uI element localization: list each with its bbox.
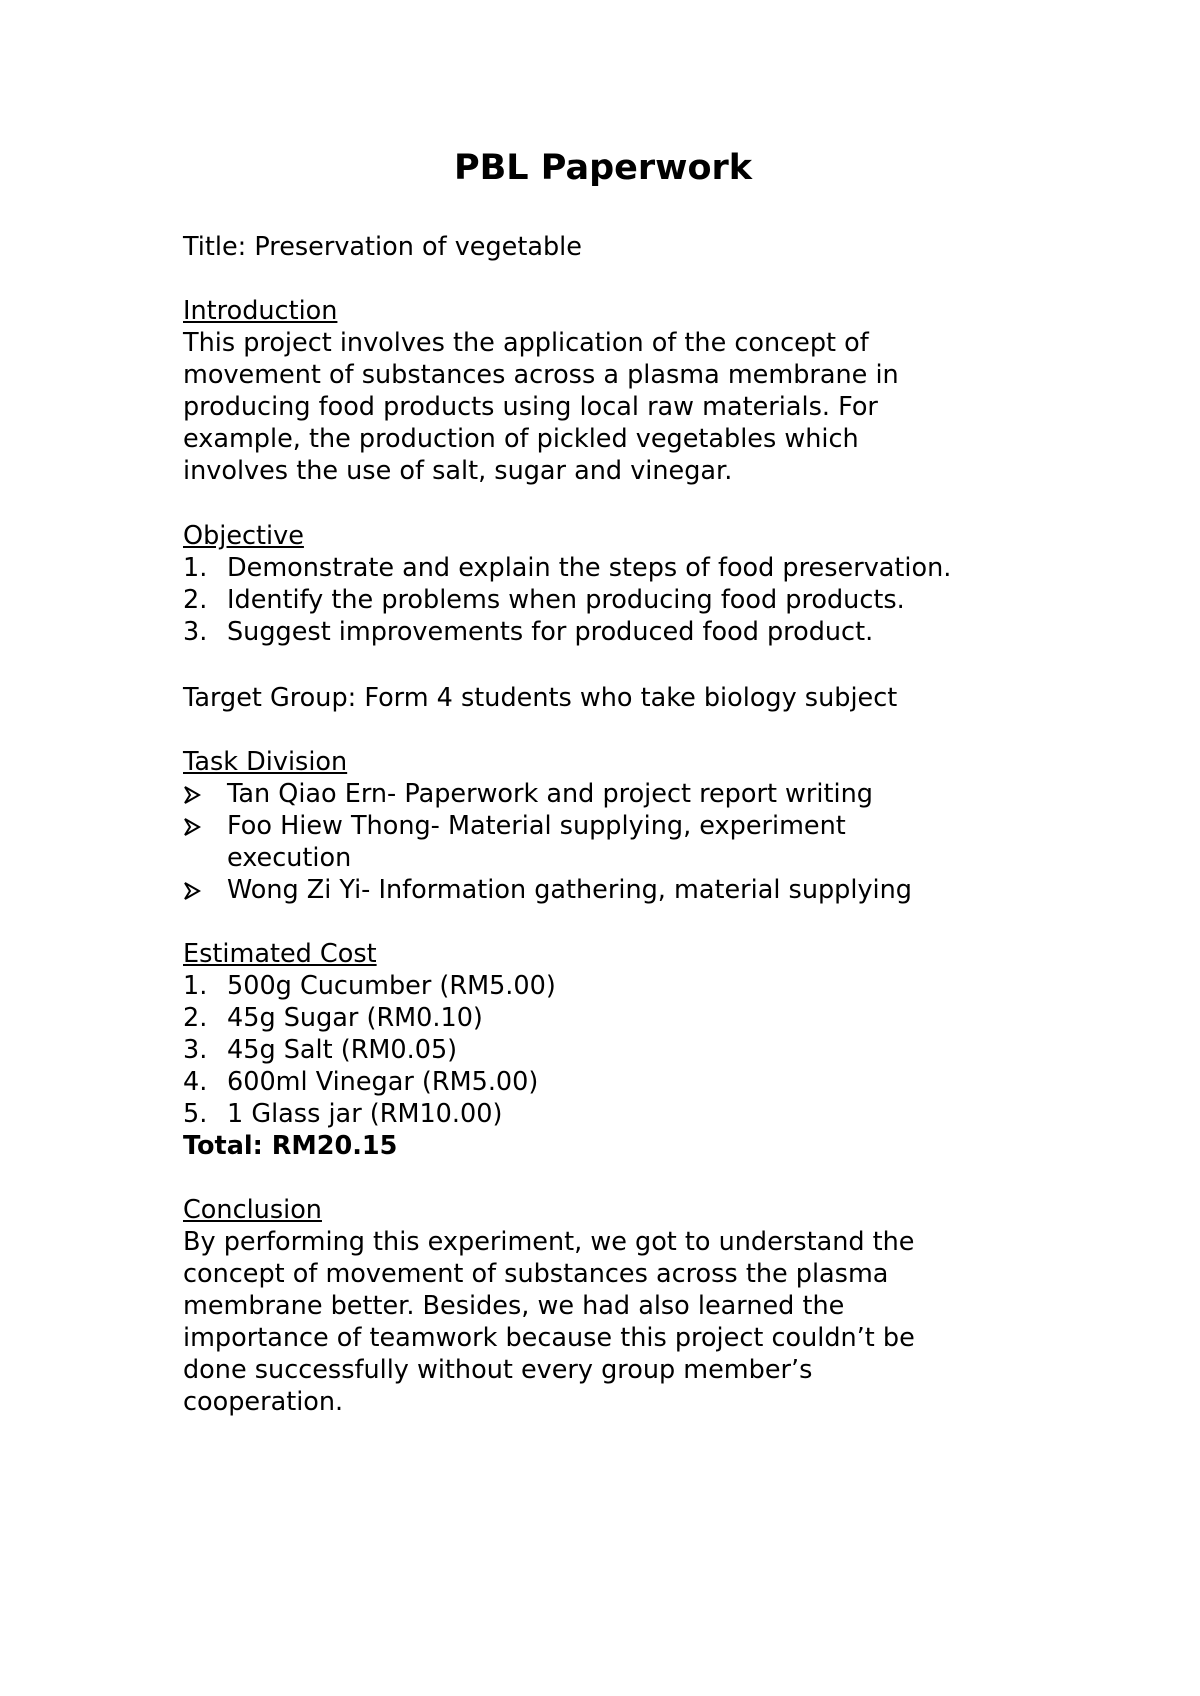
introduction-section	[183, 295, 1063, 487]
objective-heading: Objective	[183, 521, 304, 551]
estimated-cost-section	[183, 938, 1063, 1162]
list-number: 5.	[183, 1099, 208, 1129]
target-group	[183, 682, 1063, 714]
cost-text: 45g Sugar (RM0.10)	[227, 1003, 483, 1033]
arrow-bullet-icon	[183, 785, 201, 805]
cost-total: Total: RM20.15	[183, 1131, 398, 1161]
document-title: PBL Paperwork	[453, 148, 753, 188]
task-text: Tan Qiao Ern- Paperwork and project report writing	[227, 779, 873, 809]
task-text: Foo Hiew Thong- Material supplying, experiment	[227, 811, 846, 841]
cost-text: 45g Salt (RM0.05)	[227, 1035, 458, 1065]
objective-item	[183, 616, 1063, 648]
list-number: 1.	[183, 553, 208, 583]
cost-text: 500g Cucumber (RM5.00)	[227, 971, 556, 1001]
introduction-line: producing food products using local raw materials. For	[183, 392, 878, 422]
cost-item	[183, 1066, 1063, 1098]
objective-item	[183, 584, 1063, 616]
estimated-cost-heading: Estimated Cost	[183, 939, 377, 969]
cost-item	[183, 1002, 1063, 1034]
introduction-line: involves the use of salt, sugar and vinegar.	[183, 456, 733, 486]
introduction-line: This project involves the application of the concept of	[183, 328, 869, 358]
objective-section	[183, 520, 1063, 648]
conclusion-line: importance of teamwork because this project couldn’t be	[183, 1323, 915, 1353]
arrow-bullet-icon	[183, 881, 201, 901]
task-item	[183, 874, 1063, 906]
list-number: 4.	[183, 1067, 208, 1097]
introduction-line: movement of substances across a plasma membrane in	[183, 360, 899, 390]
conclusion-heading: Conclusion	[183, 1195, 322, 1225]
introduction-heading: Introduction	[183, 296, 338, 326]
cost-item	[183, 1098, 1063, 1130]
task-item	[183, 778, 1063, 810]
conclusion-line: concept of movement of substances across the plasma	[183, 1259, 889, 1289]
objective-text: Demonstrate and explain the steps of food preservation.	[227, 553, 952, 583]
list-number: 2.	[183, 1003, 208, 1033]
list-number: 3.	[183, 1035, 208, 1065]
target-group-text: Target Group: Form 4 students who take biology subject	[183, 683, 898, 713]
conclusion-line: By performing this experiment, we got to understand the	[183, 1227, 915, 1257]
task-division-section	[183, 746, 1063, 906]
conclusion-section	[183, 1194, 1063, 1418]
introduction-line: example, the production of pickled vegetables which	[183, 424, 859, 454]
task-text-continued: execution	[227, 843, 352, 873]
list-number: 1.	[183, 971, 208, 1001]
conclusion-line: cooperation.	[183, 1387, 344, 1417]
arrow-bullet-icon	[183, 817, 201, 837]
cost-item	[183, 970, 1063, 1002]
project-title-text: Title: Preservation of vegetable	[183, 232, 582, 262]
task-division-heading: Task Division	[183, 747, 348, 777]
objective-text: Suggest improvements for produced food product.	[227, 617, 874, 647]
project-title	[183, 231, 1063, 263]
conclusion-line: done successfully without every group member’s	[183, 1355, 813, 1385]
cost-text: 1 Glass jar (RM10.00)	[227, 1099, 503, 1129]
task-item	[183, 810, 1063, 874]
cost-item	[183, 1034, 1063, 1066]
task-text: Wong Zi Yi- Information gathering, material supplying	[227, 875, 912, 905]
objective-item	[183, 552, 1063, 584]
list-number: 3.	[183, 617, 208, 647]
objective-text: Identify the problems when producing food products.	[227, 585, 905, 615]
conclusion-line: membrane better. Besides, we had also learned the	[183, 1291, 845, 1321]
cost-text: 600ml Vinegar (RM5.00)	[227, 1067, 539, 1097]
list-number: 2.	[183, 585, 208, 615]
